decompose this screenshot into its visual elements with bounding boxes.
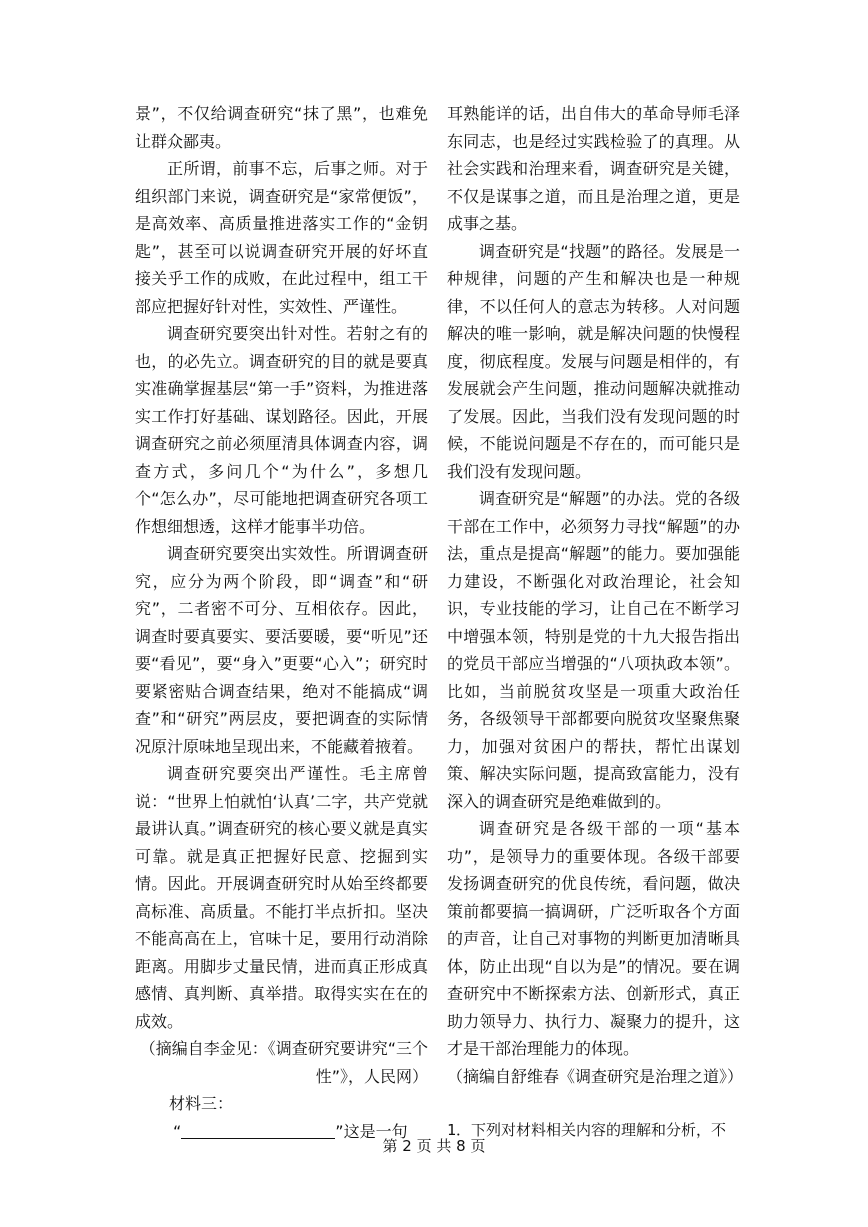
paragraph-9: 调查研究是各级干部的一项“基本功”，是领导力的重要体现。各级干部要发扬调查研究的优良传统，看问题，做决策前都要搞一搞调研，广泛听取各个方面的声音，让自己对事物的判断更加清晰具体，防止出现“自以为是”的情况。要在调查研究中不断探索方法、创新形式，真正助力领导力、执行力、凝聚力的提升，这才是干部治理能力的体现。 xyxy=(447,819,740,1058)
paragraph-8: 调查研究是“解题”的办法。党的各级干部在工作中，必须努力寻找“解题”的办法，重点是提高“解题”的能力。要加强能力建设，不断强化对政治理论，社会知识，专业技能的学习，让自己在不断学习中增强本领，特别是党的十九大报告指出的党员干部应当增强的“八项执政本领”。比如，当前脱贫攻坚是一项重大政治任务，各级领导干部都要向脱贫攻坚聚焦聚力，加强对贫困户的帮扶，帮忙出谋划策、解决实际问题，提高致富能力，没有深入的调查研究是绝难做到的。 xyxy=(447,489,740,811)
paragraph-1: 景”，不仅给调查研究“抹了黑”，也难免让群众鄙夷。 xyxy=(135,104,428,151)
paragraph-5: 调查研究要突出严谨性。毛主席曾说：“世界上怕就怕‘认真’二字，共产党就最讲认真。”调查研究的核心要义就是真实可靠。就是真正把握好民意、挖掘到实情。因此。开展调查研究时从始至终都要高标准、高质量。不能打半点折扣。坚决不能高高在上，官味十足，要用行动消除距离。用脚步丈量民情，进而真正形成真感情、真判断、真举措。取得实实在在的成效。 xyxy=(135,764,428,1031)
paragraph-4: 调查研究要突出实效性。所谓调查研究，应分为两个阶段，即“调查”和“研究”，二者密不可分、互相依存。因此，调查时要真要实、要活要暖，要“听见”还要“看见”，要“身入”更要“心入”；研究时要紧密贴合调查结果，绝对不能搞成“调查”和“研究”两层皮，要把调查的实际情况原汁原味地呈现出来，不能藏着掖着。 xyxy=(135,544,428,756)
source-citation-right: （摘编自舒维春《调查研究是治理之道》） xyxy=(447,1066,744,1086)
question-1: 1．下列对材料相关内容的理解和分析，不 xyxy=(447,1121,727,1139)
left-column xyxy=(135,100,428,1145)
right-column xyxy=(447,100,744,1145)
paragraph-7: 调查研究是“找题”的路径。发展是一种规律，问题的产生和解决也是一种规律，不以任何人的意志为转移。人对问题解决的唯一影响，就是解决问题的快慢程度，彻底程度。发展与问题是相伴的，有发展就会产生问题，推动问题解决就推动了发展。因此，当我们没有发现问题的时候，不能说问题是不存在的，而可能只是我们没有发现问题。 xyxy=(447,241,740,481)
paragraph-3: 调查研究要突出针对性。若射之有的也，的必先立。调查研究的目的就是要真实准确掌握基层“第一手”资料，为推进落实工作打好基础、谋划路径。因此，开展调查研究之前必须厘清具体调查内容，调查方式，多问几个“为什么”，多想几个“怎么办”，尽可能地把调查研究各项工作想细想透，这样才能事半功倍。 xyxy=(135,324,428,536)
source-citation-left: （摘编自李金见：《调查研究要讲究“三个性”》，人民网） xyxy=(139,1039,428,1086)
paragraph-6: 耳熟能详的话，出自伟大的革命导师毛泽东同志，也是经过实践检验了的真理。从社会实践和治理来看，调查研究是关键，不仅是谋事之道，而且是治理之道，更是成事之基。 xyxy=(447,104,740,233)
paragraph-2: 正所谓，前事不忘，后事之师。对于组织部门来说，调查研究是“家常便饭”，是高效率、高质量推进落实工作的“金钥匙”，甚至可以说调查研究开展的好坏直接关乎工作的成败，在此过程中，组工干部应把握好针对性，实效性、严谨性。 xyxy=(135,159,428,316)
page-footer: 第 2 页 共 8 页 xyxy=(382,1137,486,1155)
material-label: 材料三： xyxy=(169,1094,234,1113)
blank-suffix: ”这是一句 xyxy=(335,1121,408,1141)
blank-prefix: “ xyxy=(173,1121,182,1141)
